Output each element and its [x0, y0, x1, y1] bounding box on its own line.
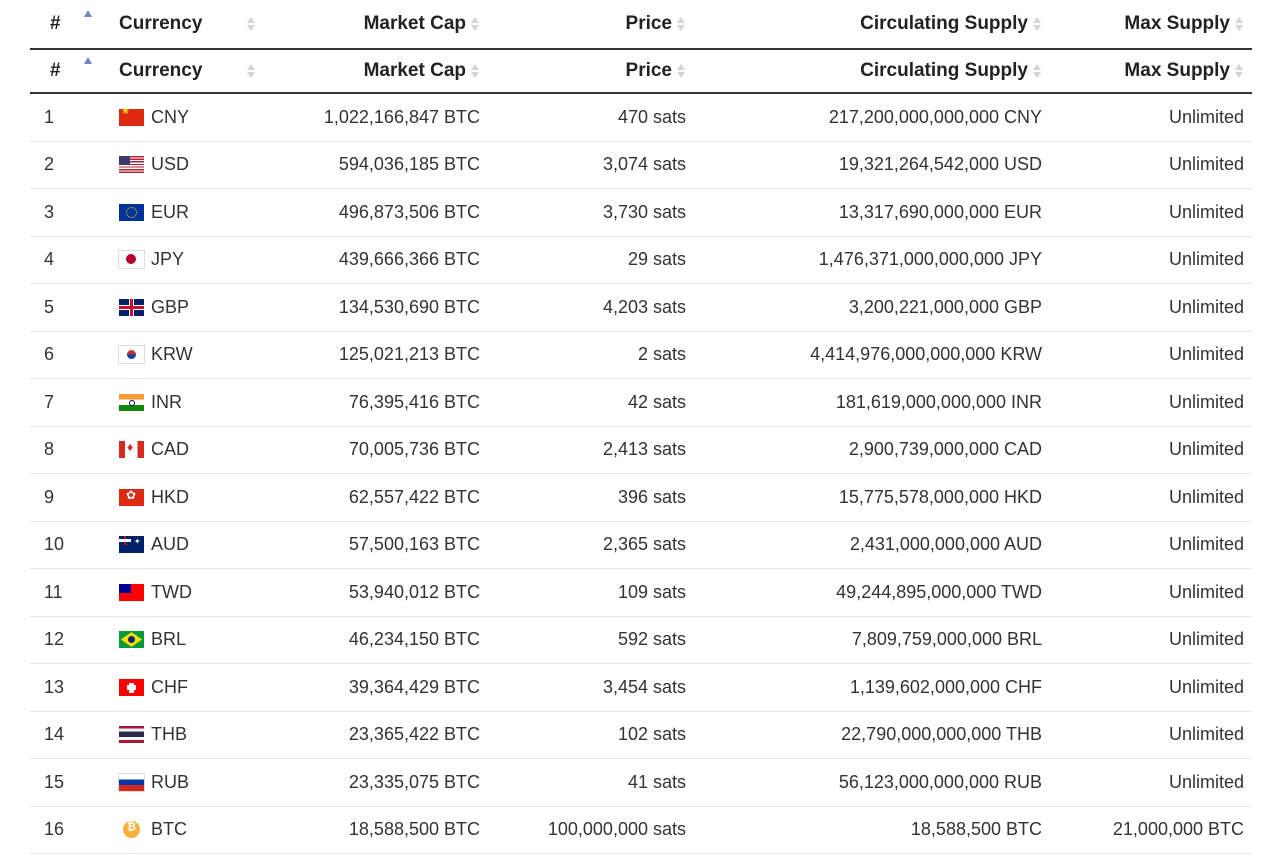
header-rank[interactable]	[50, 0, 110, 48]
rank-cell: 16	[44, 819, 65, 840]
canada-flag-icon	[119, 441, 144, 458]
currency-code: TWD	[151, 581, 192, 602]
japan-flag-icon	[119, 251, 144, 268]
circulating-supply-cell: 2,431,000,000,000 AUD	[849, 534, 1042, 555]
currency-cell[interactable]	[119, 664, 269, 711]
market-cap-cell: 39,364,429 BTC	[348, 676, 480, 697]
price-cell: 2,413 sats	[602, 439, 686, 460]
rank-cell: 5	[44, 296, 55, 317]
currency-cell[interactable]	[119, 94, 269, 141]
max-supply-cell: Unlimited	[1168, 629, 1244, 650]
market-cap-cell: 496,873,506 BTC	[338, 201, 480, 222]
table-row[interactable]	[30, 807, 1252, 855]
sort-icon[interactable]	[1234, 62, 1244, 80]
price-cell: 42 sats	[627, 391, 686, 412]
rank-cell: 13	[44, 676, 65, 697]
header-max-supply-label: Max Supply	[1124, 60, 1230, 81]
sticky-table-header	[30, 50, 1252, 94]
header-circulating-supply-label: Circulating Supply	[860, 60, 1028, 81]
rank-cell: 14	[44, 724, 65, 745]
table-row[interactable]	[30, 332, 1252, 380]
circulating-supply-cell: 2,900,739,000,000 CAD	[848, 439, 1042, 460]
south-korea-flag-icon	[119, 346, 144, 363]
uk-flag-icon	[119, 299, 144, 316]
rank-cell: 3	[44, 201, 55, 222]
currency-cell[interactable]	[119, 332, 269, 379]
circulating-supply-cell: 22,790,000,000,000 THB	[841, 724, 1042, 745]
price-cell: 100,000,000 sats	[547, 819, 686, 840]
currency-cell[interactable]	[119, 474, 269, 521]
currency-code: JPY	[151, 249, 185, 270]
table-row[interactable]	[30, 142, 1252, 190]
currency-code: KRW	[151, 344, 193, 365]
market-cap-cell: 1,022,166,847 BTC	[323, 106, 480, 127]
price-cell: 102 sats	[617, 724, 686, 745]
price-cell: 29 sats	[627, 249, 686, 270]
price-cell: 4,203 sats	[602, 296, 686, 317]
currency-cell[interactable]	[119, 617, 269, 664]
max-supply-cell: 21,000,000 BTC	[1112, 819, 1244, 840]
currency-cell[interactable]	[119, 522, 269, 569]
price-cell: 470 sats	[617, 106, 686, 127]
market-cap-cell: 46,234,150 BTC	[348, 629, 480, 650]
sort-icon[interactable]	[1032, 15, 1042, 33]
rank-cell: 6	[44, 344, 55, 365]
currency-cell[interactable]	[119, 427, 269, 474]
currency-code: CHF	[151, 676, 188, 697]
circulating-supply-cell: 1,139,602,000,000 CHF	[849, 676, 1042, 697]
max-supply-cell: Unlimited	[1168, 439, 1244, 460]
market-cap-cell: 70,005,736 BTC	[348, 439, 480, 460]
sort-ascending-icon[interactable]	[84, 10, 92, 17]
circulating-supply-cell: 217,200,000,000,000 CNY	[828, 106, 1042, 127]
australia-flag-icon	[119, 536, 144, 553]
china-flag-icon	[119, 109, 144, 126]
market-cap-cell: 62,557,422 BTC	[348, 486, 480, 507]
max-supply-cell: Unlimited	[1168, 391, 1244, 412]
rank-cell: 10	[44, 534, 65, 555]
price-cell: 41 sats	[627, 771, 686, 792]
table-row[interactable]	[30, 379, 1252, 427]
sort-ascending-icon[interactable]	[84, 57, 92, 64]
currency-cell[interactable]	[119, 712, 269, 759]
rank-cell: 4	[44, 249, 55, 270]
max-supply-cell: Unlimited	[1168, 249, 1244, 270]
table-header	[30, 0, 1252, 50]
table-row[interactable]	[30, 522, 1252, 570]
table-row[interactable]	[30, 189, 1252, 237]
currency-code: GBP	[151, 296, 190, 317]
currency-code: INR	[151, 391, 182, 412]
market-cap-cell: 594,036,185 BTC	[338, 154, 480, 175]
currency-code: BRL	[151, 629, 187, 650]
max-supply-cell: Unlimited	[1168, 534, 1244, 555]
sort-icon[interactable]	[246, 15, 256, 33]
header-market-cap[interactable]	[280, 50, 480, 92]
currency-cell[interactable]	[119, 759, 269, 806]
currency-cell[interactable]	[119, 189, 269, 236]
rank-cell: 12	[44, 629, 65, 650]
max-supply-cell: Unlimited	[1168, 676, 1244, 697]
brazil-flag-icon	[119, 631, 144, 648]
switzerland-flag-icon	[119, 679, 144, 696]
header-circulating-supply[interactable]	[730, 0, 1042, 48]
circulating-supply-cell: 18,588,500 BTC	[910, 819, 1042, 840]
header-rank[interactable]	[50, 50, 110, 92]
hong-kong-flag-icon	[119, 489, 144, 506]
currency-cell[interactable]	[119, 142, 269, 189]
table-row[interactable]	[30, 712, 1252, 760]
max-supply-cell: Unlimited	[1168, 201, 1244, 222]
currency-code: CNY	[151, 106, 190, 127]
currency-code: CAD	[151, 439, 190, 460]
rank-cell: 7	[44, 391, 55, 412]
sort-icon[interactable]	[470, 62, 480, 80]
rank-cell: 11	[44, 581, 63, 602]
price-cell: 592 sats	[617, 629, 686, 650]
india-flag-icon	[119, 394, 144, 411]
usa-flag-icon	[119, 156, 144, 173]
sort-icon[interactable]	[246, 62, 256, 80]
circulating-supply-cell: 181,619,000,000,000 INR	[835, 391, 1042, 412]
market-cap-cell: 23,335,075 BTC	[348, 771, 480, 792]
currency-code: BTC	[151, 819, 187, 840]
market-cap-cell: 134,530,690 BTC	[338, 296, 480, 317]
currency-table	[30, 0, 1252, 854]
header-circulating-supply[interactable]	[730, 50, 1042, 92]
currency-cell[interactable]	[119, 237, 269, 284]
max-supply-cell: Unlimited	[1168, 106, 1244, 127]
header-max-supply[interactable]	[1080, 50, 1244, 92]
table-row[interactable]	[30, 759, 1252, 807]
table-body	[30, 94, 1252, 854]
currency-cell[interactable]	[119, 807, 269, 854]
header-market-cap-label: Market Cap	[363, 13, 466, 34]
market-cap-cell: 18,588,500 BTC	[348, 819, 480, 840]
market-cap-cell: 76,395,416 BTC	[348, 391, 480, 412]
table-row[interactable]	[30, 664, 1252, 712]
market-cap-cell: 57,500,163 BTC	[348, 534, 480, 555]
market-cap-cell: 439,666,366 BTC	[338, 249, 480, 270]
sort-icon[interactable]	[1032, 62, 1042, 80]
circulating-supply-cell: 56,123,000,000,000 RUB	[838, 771, 1042, 792]
circulating-supply-cell: 7,809,759,000,000 BRL	[851, 629, 1042, 650]
header-circulating-supply-label: Circulating Supply	[860, 13, 1028, 34]
russia-flag-icon	[119, 774, 144, 791]
sort-icon[interactable]	[1234, 15, 1244, 33]
header-currency-label: Currency	[119, 13, 203, 34]
taiwan-flag-icon	[119, 584, 144, 601]
header-price[interactable]	[500, 0, 686, 48]
max-supply-cell: Unlimited	[1168, 724, 1244, 745]
header-rank-label: #	[50, 60, 61, 81]
price-cell: 3,454 sats	[602, 676, 686, 697]
table-row[interactable]	[30, 94, 1252, 142]
circulating-supply-cell: 19,321,264,542,000 USD	[838, 154, 1042, 175]
market-cap-cell: 23,365,422 BTC	[348, 724, 480, 745]
currency-code: AUD	[151, 534, 190, 555]
circulating-supply-cell: 49,244,895,000,000 TWD	[836, 581, 1042, 602]
circulating-supply-cell: 1,476,371,000,000,000 JPY	[818, 249, 1042, 270]
max-supply-cell: Unlimited	[1168, 344, 1244, 365]
max-supply-cell: Unlimited	[1168, 486, 1244, 507]
currency-cell[interactable]	[119, 284, 269, 331]
price-cell: 3,730 sats	[602, 201, 686, 222]
currency-code: THB	[151, 724, 187, 745]
price-cell: 2,365 sats	[602, 534, 686, 555]
max-supply-cell: Unlimited	[1168, 154, 1244, 175]
sort-icon[interactable]	[676, 15, 686, 33]
circulating-supply-cell: 3,200,221,000,000 GBP	[848, 296, 1042, 317]
table-row[interactable]	[30, 617, 1252, 665]
sort-icon[interactable]	[470, 15, 480, 33]
header-currency-label: Currency	[119, 60, 203, 81]
market-cap-cell: 125,021,213 BTC	[338, 344, 480, 365]
rank-cell: 15	[44, 771, 65, 792]
bitcoin-icon	[123, 821, 140, 838]
max-supply-cell: Unlimited	[1168, 581, 1244, 602]
currency-code: USD	[151, 154, 190, 175]
currency-cell[interactable]	[119, 569, 269, 616]
header-market-cap-label: Market Cap	[363, 60, 466, 81]
currency-code: RUB	[151, 771, 190, 792]
circulating-supply-cell: 15,775,578,000,000 HKD	[838, 486, 1042, 507]
table-row[interactable]	[30, 569, 1252, 617]
rank-cell: 1	[44, 106, 55, 127]
header-price-label: Price	[625, 60, 672, 81]
table-row[interactable]	[30, 284, 1252, 332]
circulating-supply-cell: 4,414,976,000,000,000 KRW	[810, 344, 1042, 365]
table-row[interactable]	[30, 427, 1252, 475]
currency-cell[interactable]	[119, 379, 269, 426]
rank-cell: 2	[44, 154, 55, 175]
max-supply-cell: Unlimited	[1168, 296, 1244, 317]
rank-cell: 9	[44, 486, 55, 507]
thailand-flag-icon	[119, 726, 144, 743]
header-rank-label: #	[50, 13, 61, 34]
eu-flag-icon	[119, 204, 144, 221]
currency-code: EUR	[151, 201, 190, 222]
header-price[interactable]	[500, 50, 686, 92]
currency-code: HKD	[151, 486, 190, 507]
header-market-cap[interactable]	[280, 0, 480, 48]
price-cell: 3,074 sats	[602, 154, 686, 175]
table-row[interactable]	[30, 237, 1252, 285]
market-cap-cell: 53,940,012 BTC	[348, 581, 480, 602]
max-supply-cell: Unlimited	[1168, 771, 1244, 792]
header-price-label: Price	[625, 13, 672, 34]
circulating-supply-cell: 13,317,690,000,000 EUR	[838, 201, 1042, 222]
price-cell: 2 sats	[637, 344, 686, 365]
price-cell: 396 sats	[617, 486, 686, 507]
header-max-supply[interactable]	[1080, 0, 1244, 48]
price-cell: 109 sats	[617, 581, 686, 602]
header-max-supply-label: Max Supply	[1124, 13, 1230, 34]
table-row[interactable]	[30, 474, 1252, 522]
sort-icon[interactable]	[676, 62, 686, 80]
rank-cell: 8	[44, 439, 55, 460]
